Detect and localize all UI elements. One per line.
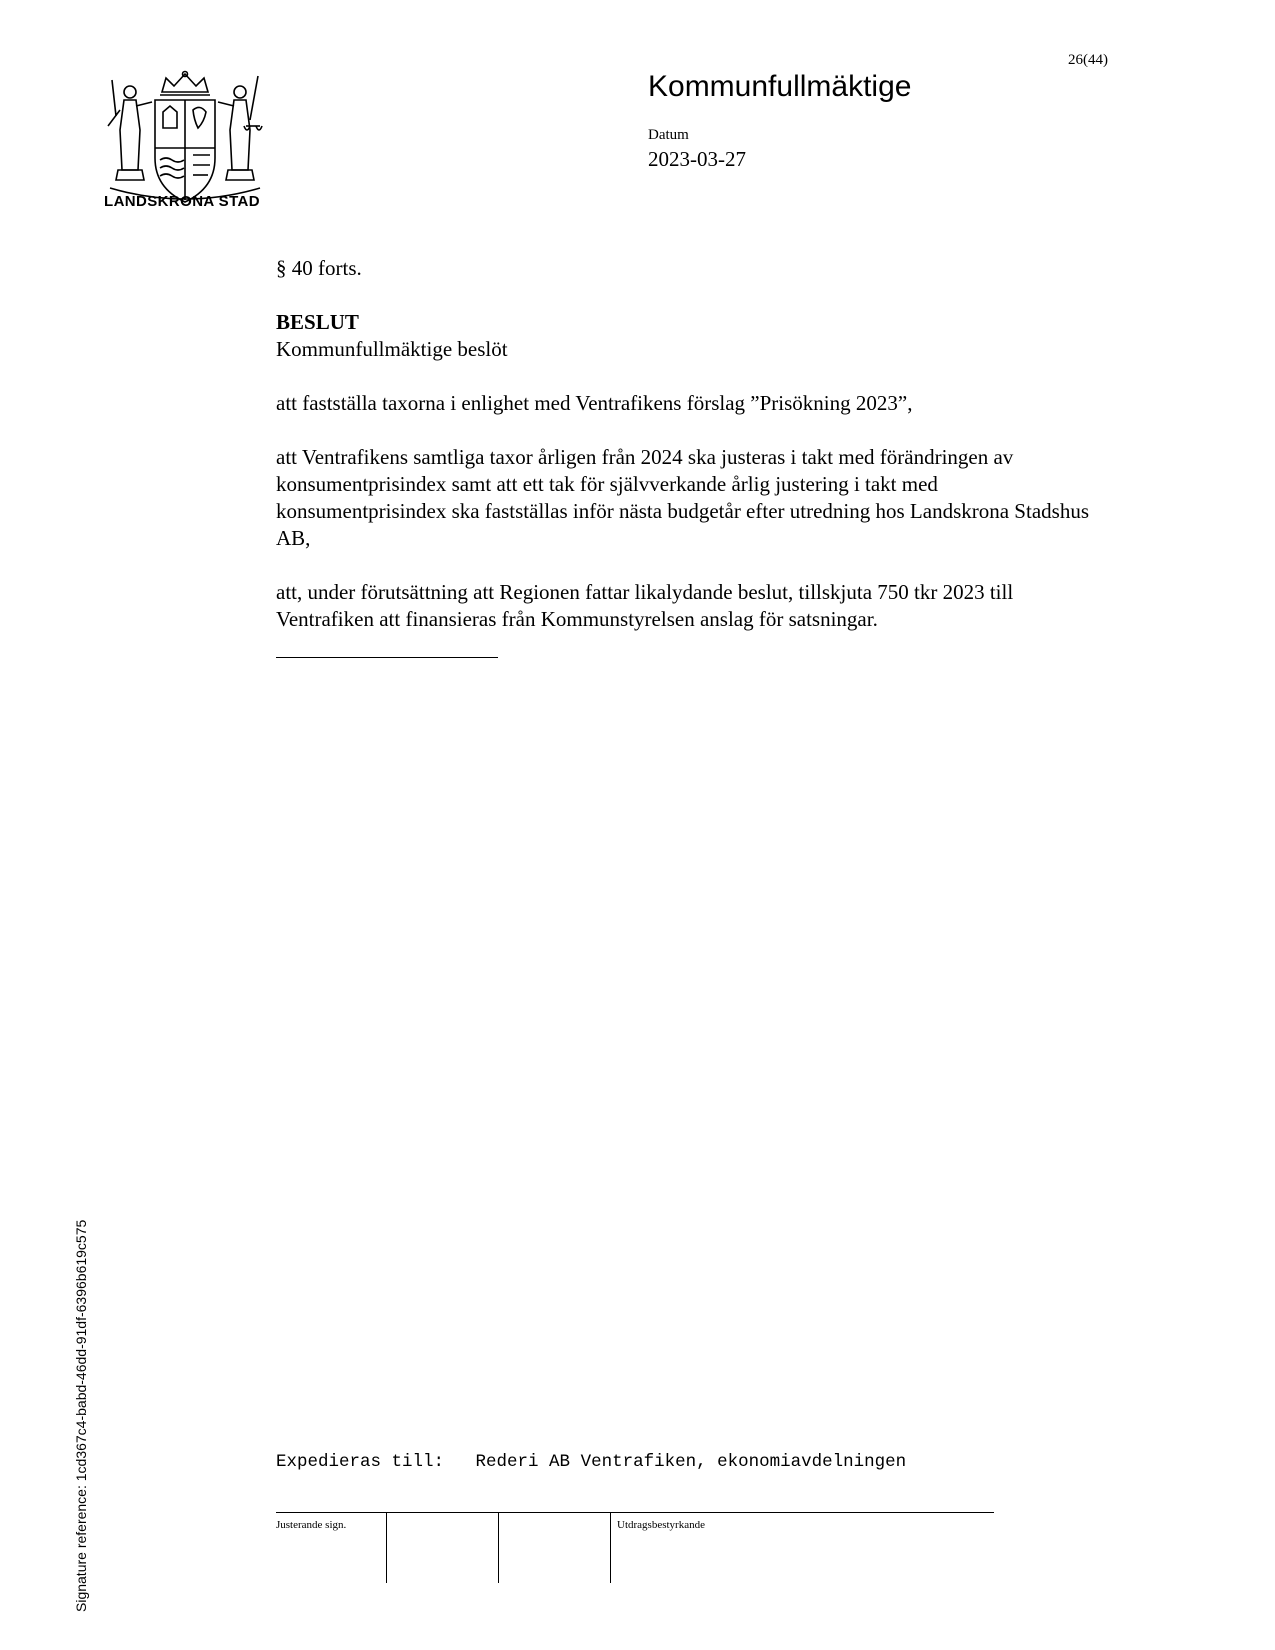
- sign-label-utdrag: Utdragsbestyrkande: [617, 1519, 705, 1531]
- distribution-label: Expedieras till:: [276, 1452, 445, 1472]
- org-title: Kommunfullmäktige: [648, 70, 912, 103]
- logo-text: LANDSKRONA STAD: [104, 193, 260, 210]
- sign-box-divider: [610, 1513, 611, 1583]
- decision-heading: BESLUT: [276, 310, 359, 334]
- distribution-value: Rederi AB Ventrafiken, ekonomiavdelningen: [475, 1452, 907, 1472]
- signature-table: [276, 1512, 994, 1583]
- decision-paragraph-3: att, under förutsättning att Regionen fattar likalydande beslut, tillskjuta 750 tkr 2023 till Ventrafiken att finansieras från Kommunstyrelsen anslag för satsningar.: [276, 580, 1014, 631]
- distribution-line: [276, 1452, 906, 1472]
- date-label: Datum: [648, 127, 689, 143]
- decision-intro: Kommunfullmäktige beslöt: [276, 337, 508, 361]
- date-value: 2023-03-27: [648, 147, 746, 171]
- sign-box-divider: [386, 1513, 387, 1583]
- end-rule: [276, 657, 498, 658]
- page-number: 26(44): [1068, 52, 1108, 68]
- signature-reference: Signature reference: 1cd367c4-babd-46dd-91df-6396b619c575: [73, 1219, 89, 1612]
- document-body: [276, 255, 1096, 658]
- decision-paragraph-2: att Ventrafikens samtliga taxor årligen från 2024 ska justeras i takt med förändringen av konsumentprisindex samt att ett tak för självverkande årlig justering i takt med konsumentprisindex ska fastställas inför nästa budgetår efter utredning hos Landskrona Stadshus AB,: [276, 445, 1089, 550]
- sign-label-justerande: Justerande sign.: [276, 1519, 347, 1531]
- decision-paragraph-1: att fastställa taxorna i enlighet med Ventrafikens förslag ”Prisökning 2023”,: [276, 391, 913, 415]
- sign-box-divider: [498, 1513, 499, 1583]
- section-reference: § 40 forts.: [276, 256, 362, 280]
